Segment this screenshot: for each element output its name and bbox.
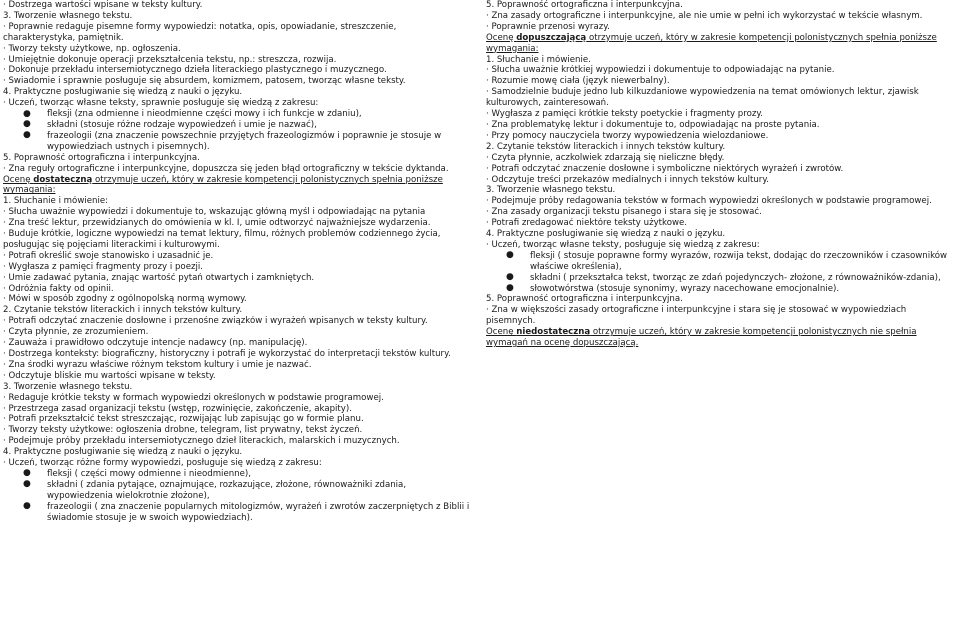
text-line: · Zna problematykę lektur i dokumentuje to, odpowiadając na proste pytania. <box>486 119 820 130</box>
list-item: ● składni ( zdania pytające, oznajmujące, rozkazujące, złożone, równoważniki zdania, wypowiedzenia wielokrotnie złożone), <box>23 479 407 501</box>
text-line: · Słucha uważnie wypowiedzi i dokumentuje to, wskazując główną myśl i odpowiadając na pytania <box>3 207 426 218</box>
section-heading: 4. Praktyczne posługiwanie się wiedzą z nauki o języku. <box>3 87 243 98</box>
right-column <box>486 0 956 349</box>
grade-name: dostateczną <box>33 174 93 185</box>
list-item: ● fleksji (zna odmienne i nieodmienne części mowy i ich funkcje w zdaniu), <box>23 108 362 120</box>
text-line: · Przy pomocy nauczyciela tworzy wypowiedzenia wielozdaniowe. <box>486 130 769 141</box>
list-item: ● fleksji ( części mowy odmienne i nieodmienne), <box>23 468 252 479</box>
grade-requirement-cont: wymagań na ocenę dopuszczającą. <box>486 338 639 349</box>
text-line: · Potrafi zredagować niektóre teksty użytkowe. <box>486 218 688 229</box>
section-heading: 3. Tworzenie własnego tekstu. <box>3 381 133 392</box>
text-line: · Umie zadawać pytania, znając wartość pytań otwartych i zamkniętych. <box>3 272 315 283</box>
text-line: · Poprawnie redaguje pisemne formy wypowiedzi: notatka, opis, opowiadanie, streszczenie, <box>3 21 397 32</box>
grade-requirement-cont: wymagania: <box>3 185 56 196</box>
left-lines-c <box>3 196 471 469</box>
text-line: charakterystyka, pamiętnik. <box>3 32 124 43</box>
list-item: ● fleksji ( stosuje poprawne formy wyrazów, rozwija tekst, dodając do rzeczowników i czasowników właściwe określenia), <box>506 250 948 272</box>
text-line: · Zna reguły ortograficzne i interpunkcyjne, dopuszcza się jeden błąd ortograficzny w tekście dyktanda. <box>3 163 449 174</box>
text-line: · Odróżnia fakty od opinii. <box>3 283 114 294</box>
text-line: · Redaguje krótkie teksty w formach wypowiedzi określonych w podstawie programowej. <box>3 392 384 403</box>
text-line: · Zna treść lektur, przewidzianych do omówienia w kl. I, umie odtworzyć najważniejsze wydarzenia. <box>3 218 431 229</box>
text-line: pisemnych. <box>486 316 536 327</box>
text-line: · Odczytuje treści przekazów medialnych i innych tekstów kultury. <box>486 174 769 185</box>
text-line: · Zna zasady organizacji tekstu pisanego i stara się je stosować. <box>486 207 762 218</box>
grade-requirement-line: Ocenę dostateczną otrzymuje uczeń, który w zakresie kompetencji polonistycznych spełnia poniższe <box>3 174 443 185</box>
text-line: · Czyta płynnie, ze zrozumieniem. <box>3 327 149 338</box>
bullet-icon: ● <box>23 479 31 490</box>
text-line: · Słucha uważnie krótkiej wypowiedzi i dokumentuje to odpowiadając na pytanie. <box>486 65 835 76</box>
left-lines-a <box>3 0 471 109</box>
text-line: · Uczeń, tworząc różne formy wypowiedzi, posługuje się wiedzą z zakresu: <box>3 458 322 469</box>
left-bullets-a <box>3 109 471 153</box>
text-line: posługując się pojęciami literackimi i kulturowymi. <box>3 239 220 250</box>
bullet-icon: ● <box>23 468 31 479</box>
bullet-icon: ● <box>23 501 31 512</box>
text-line: · Zna środki wyrazu właściwe różnym tekstom kultury i umie je nazwać. <box>3 359 312 370</box>
text-line: · Samodzielnie buduje jedno lub kilkuzdaniowe wypowiedzenia na temat omówionych lektur, zjawisk <box>486 87 919 98</box>
text-line: · Potrafi przekształcić tekst streszczając, rozwijając lub zapisując go w formie planu. <box>3 414 364 425</box>
bullet-icon: ● <box>506 272 514 283</box>
text-line: · Zna zasady ortograficzne i interpunkcyjne, ale nie umie w pełni ich wykorzystać w tekście własnym. <box>486 10 923 21</box>
text-line: · Zna w większości zasady ortograficzne i interpunkcyjne i stara się je stosować w wypowiedziach <box>486 305 907 316</box>
section-heading: 5. Poprawność ortograficzna i interpunkcyjna. <box>486 294 683 305</box>
text-line: · Poprawnie przenosi wyrazy. <box>486 21 610 32</box>
list-item: ● składni ( przekształca tekst, tworząc ze zdań pojedynczych- złożone, z równoważników-zdania), <box>506 272 941 283</box>
grade-requirement-line: Ocenę niedostateczną otrzymuje uczeń, który w zakresie kompetencji polonistycznych nie spełnia <box>486 327 917 338</box>
section-heading: 5. Poprawność ortograficzna i interpunkcyjna. <box>486 0 683 10</box>
text-line: · Umiejętnie dokonuje operacji przekształcenia tekstu, np.: streszcza, rozwija. <box>3 54 337 65</box>
text-line: · Wygłasza z pamięci krótkie teksty poetyckie i fragmenty prozy. <box>486 109 763 120</box>
text-line: · Potrafi odczytać znaczenie dosłowne i symboliczne niektórych wyrażeń i zwrotów. <box>486 163 844 174</box>
right-bullets <box>486 251 956 295</box>
section-heading: 2. Czytanie tekstów literackich i innych tekstów kultury. <box>3 305 243 316</box>
section-heading: 1. Słuchanie i mówienie: <box>3 196 109 207</box>
grade-name: niedostateczną <box>516 327 591 338</box>
left-column <box>3 0 471 524</box>
text-line: · Rozumie mowę ciała (język niewerbalny). <box>486 76 670 87</box>
text-line: · Wygłasza z pamięci fragmenty prozy i poezji. <box>3 261 203 272</box>
text-line: · Dokonuje przekładu intersemiotycznego dzieła literackiego plastycznego i muzycznego. <box>3 65 387 76</box>
section-heading: 4. Praktyczne posługiwanie się wiedzą z nauki o języku. <box>3 447 243 458</box>
text-line: · Tworzy teksty użytkowe: ogłoszenia drobne, telegram, list prywatny, tekst życzeń. <box>3 425 363 436</box>
bullet-icon: ● <box>506 283 514 294</box>
text-line: · Podejmuje próby redagowania tekstów w formach wypowiedzi określonych w podstawie programowej. <box>486 196 932 207</box>
list-item: ● frazeologii (zna znaczenie powszechnie przyjętych frazeologizmów i poprawnie je stosuje w wypowiedziach ustnych i pisemnych). <box>23 130 442 152</box>
section-heading: 3. Tworzenie własnego tekstu. <box>486 185 616 196</box>
bullet-icon: ● <box>506 250 514 261</box>
text-line: · Mówi w sposób zgodny z ogólnopolską normą wymowy. <box>3 294 247 305</box>
text-line: · Potrafi określić swoje stanowisko i uzasadnić je. <box>3 250 214 261</box>
text-line: · Tworzy teksty użytkowe, np. ogłoszenia. <box>3 43 181 54</box>
text-line: · Dostrzega konteksty: biograficzny, historyczny i potrafi je wykorzystać do interpretacji tekstów kultury. <box>3 349 451 359</box>
text-line: · Uczeń, tworząc własne teksty, sprawnie posługuje się wiedzą z zakresu: <box>3 98 319 109</box>
list-item: ● frazeologii ( zna znaczenie popularnych mitologizmów, wyrażeń i zwrotów zaczerpniętych z Biblii i świadomie stosuje je w swoich wypowiedziach). <box>23 501 470 523</box>
bullet-icon: ● <box>23 119 31 130</box>
grade-requirement-line: Ocenę dopuszczającą otrzymuje uczeń, który w zakresie kompetencji polonistycznych spełnia poniższe <box>486 32 937 43</box>
text-line: · Świadomie i sprawnie posługuje się absurdem, komizmem, patosem, tworząc własne teksty. <box>3 76 406 87</box>
section-heading: 1. Słuchanie i mówienie. <box>486 54 591 65</box>
left-bullets-b <box>3 469 471 524</box>
text-line: · Zauważa i prawidłowo odczytuje intencje nadawcy (np. manipulację). <box>3 338 308 349</box>
bullet-icon: ● <box>23 130 31 141</box>
section-heading: 4. Praktyczne posługiwanie się wiedzą z nauki o języku. <box>486 229 726 240</box>
text-line: · Odczytuje bliskie mu wartości wpisane w teksty. <box>3 370 216 381</box>
grade-name: dopuszczającą <box>516 32 587 43</box>
text-line: · Potrafi odczytać znaczenie dosłowne i przenośne związków i wyrażeń wpisanych w teksty kultury. <box>3 316 428 327</box>
text-line: · Uczeń, tworząc własne teksty, posługuje się wiedzą z zakresu: <box>486 239 760 250</box>
text-line: · Czyta płynnie, aczkolwiek zdarzają się nieliczne błędy. <box>486 152 725 163</box>
text-line: · Dostrzega wartości wpisane w teksty kultury. <box>3 0 203 10</box>
text-line: · Przestrzega zasad organizacji tekstu (wstęp, rozwinięcie, zakończenie, akapity). <box>3 403 352 414</box>
text-line: kulturowych, zainteresowań. <box>486 98 609 109</box>
text-line: · Podejmuje próby przekładu intersemiotycznego dzieł literackich, malarskich i muzycznych. <box>3 436 400 447</box>
grade-requirement-cont: wymagania: <box>486 43 539 54</box>
section-heading: 5. Poprawność ortograficzna i interpunkcyjna. <box>3 152 200 163</box>
section-heading: 3. Tworzenie własnego tekstu. <box>3 10 133 21</box>
right-lines-b <box>486 55 956 251</box>
text-line: · Buduje krótkie, logiczne wypowiedzi na temat lektury, filmu, różnych problemów codziennego życia, <box>3 229 441 240</box>
list-item: ● słowotwórstwa (stosuje synonimy, wyrazy nacechowane emocjonalnie). <box>506 283 840 294</box>
list-item: ● składni (stosuje różne rodzaje wypowiedzeń i umie je nazwać), <box>23 119 317 130</box>
section-heading: 2. Czytanie tekstów literackich i innych tekstów kultury. <box>486 141 726 152</box>
bullet-icon: ● <box>23 108 31 119</box>
